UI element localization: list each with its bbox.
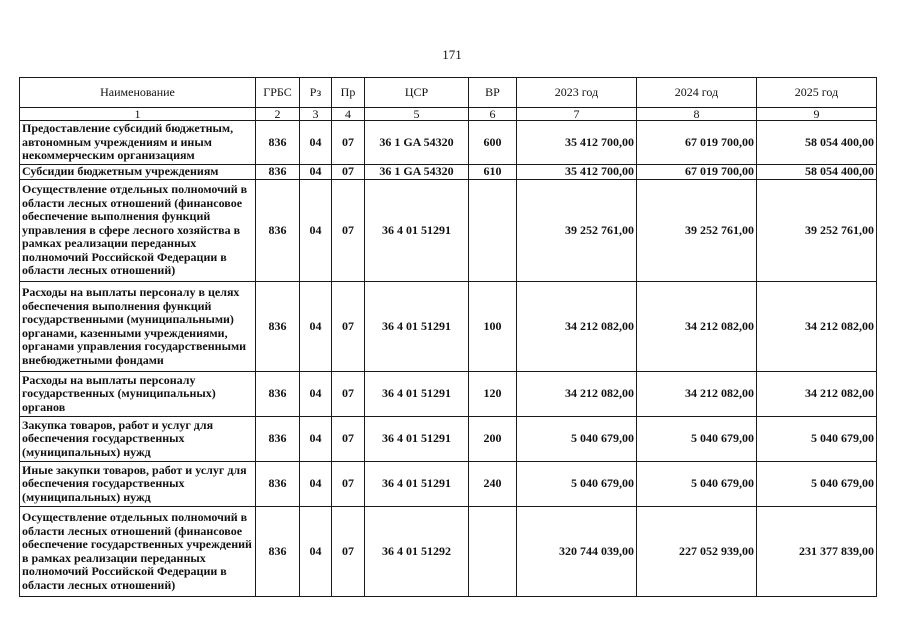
column-number-row [20, 108, 877, 121]
row-pr: 07 [332, 462, 365, 507]
row-vr: 610 [469, 165, 517, 180]
row-name: Предоставление субсидий бюджетным, автономным учреждениям и иным некоммерческим организациям [20, 121, 256, 165]
row-vr: 200 [469, 417, 517, 462]
row-csr: 36 4 01 51291 [365, 462, 469, 507]
row-grbs: 836 [256, 180, 300, 282]
column-number: 5 [365, 108, 469, 121]
row-name: Осуществление отдельных полномочий в области лесных отношений (финансовое обеспечение государственных учреждений в рамках реализации переданных полномочий Российской Федерации в области лесных отношений) [20, 507, 256, 597]
row-pr: 07 [332, 372, 365, 417]
table-row [20, 372, 877, 417]
row-vr: 120 [469, 372, 517, 417]
row-rz: 04 [300, 282, 332, 372]
row-csr: 36 4 01 51292 [365, 507, 469, 597]
row-sum-2023: 34 212 082,00 [517, 282, 637, 372]
row-sum-2023: 35 412 700,00 [517, 121, 637, 165]
column-number: 2 [256, 108, 300, 121]
row-pr: 07 [332, 180, 365, 282]
column-number: 1 [20, 108, 256, 121]
row-sum-2023: 35 412 700,00 [517, 165, 637, 180]
row-sum-2024: 34 212 082,00 [637, 372, 757, 417]
row-sum-2025: 39 252 761,00 [757, 180, 877, 282]
row-sum-2025: 58 054 400,00 [757, 165, 877, 180]
header-2025: 2025 год [757, 78, 877, 108]
row-rz: 04 [300, 507, 332, 597]
table-row [20, 507, 877, 597]
row-csr: 36 1 GA 54320 [365, 121, 469, 165]
table-row [20, 165, 877, 180]
row-rz: 04 [300, 165, 332, 180]
table-row [20, 462, 877, 507]
row-sum-2025: 5 040 679,00 [757, 462, 877, 507]
row-grbs: 836 [256, 121, 300, 165]
row-name: Расходы на выплаты персоналу в целях обеспечения выполнения функций государственными (муниципальными) органами, казенными учреждениями, органами управления государственными внебюджетными фондами [20, 282, 256, 372]
row-csr: 36 4 01 51291 [365, 417, 469, 462]
row-rz: 04 [300, 180, 332, 282]
row-sum-2024: 34 212 082,00 [637, 282, 757, 372]
column-number: 7 [517, 108, 637, 121]
row-rz: 04 [300, 417, 332, 462]
row-sum-2024: 67 019 700,00 [637, 165, 757, 180]
row-sum-2024: 67 019 700,00 [637, 121, 757, 165]
row-sum-2025: 5 040 679,00 [757, 417, 877, 462]
row-sum-2023: 320 744 039,00 [517, 507, 637, 597]
table-row [20, 282, 877, 372]
row-csr: 36 4 01 51291 [365, 372, 469, 417]
row-sum-2025: 231 377 839,00 [757, 507, 877, 597]
row-vr: 100 [469, 282, 517, 372]
row-pr: 07 [332, 417, 365, 462]
row-sum-2024: 227 052 939,00 [637, 507, 757, 597]
row-grbs: 836 [256, 417, 300, 462]
table-row [20, 121, 877, 165]
header-csr: ЦСР [365, 78, 469, 108]
row-grbs: 836 [256, 372, 300, 417]
row-grbs: 836 [256, 462, 300, 507]
row-csr: 36 1 GA 54320 [365, 165, 469, 180]
page-number: 171 [442, 47, 462, 62]
row-pr: 07 [332, 507, 365, 597]
row-sum-2024: 5 040 679,00 [637, 462, 757, 507]
header-2024: 2024 год [637, 78, 757, 108]
row-sum-2023: 5 040 679,00 [517, 417, 637, 462]
row-sum-2023: 5 040 679,00 [517, 462, 637, 507]
row-grbs: 836 [256, 282, 300, 372]
row-vr: 240 [469, 462, 517, 507]
column-number: 8 [637, 108, 757, 121]
row-sum-2023: 34 212 082,00 [517, 372, 637, 417]
header-grbs: ГРБС [256, 78, 300, 108]
row-sum-2023: 39 252 761,00 [517, 180, 637, 282]
header-2023: 2023 год [517, 78, 637, 108]
row-vr [469, 180, 517, 282]
header-vr: ВР [469, 78, 517, 108]
row-name: Субсидии бюджетным учреждениям [20, 165, 256, 180]
row-grbs: 836 [256, 507, 300, 597]
row-name: Закупка товаров, работ и услуг для обеспечения государственных (муниципальных) нужд [20, 417, 256, 462]
row-csr: 36 4 01 51291 [365, 282, 469, 372]
column-number: 4 [332, 108, 365, 121]
header-rz: Рз [300, 78, 332, 108]
row-sum-2025: 34 212 082,00 [757, 372, 877, 417]
row-grbs: 836 [256, 165, 300, 180]
row-sum-2025: 58 054 400,00 [757, 121, 877, 165]
row-csr: 36 4 01 51291 [365, 180, 469, 282]
row-pr: 07 [332, 165, 365, 180]
column-number: 9 [757, 108, 877, 121]
row-sum-2024: 5 040 679,00 [637, 417, 757, 462]
row-name: Расходы на выплаты персоналу государственных (муниципальных) органов [20, 372, 256, 417]
row-name: Иные закупки товаров, работ и услуг для обеспечения государственных (муниципальных) нужд [20, 462, 256, 507]
row-rz: 04 [300, 462, 332, 507]
table-row [20, 180, 877, 282]
row-name: Осуществление отдельных полномочий в области лесных отношений (финансовое обеспечение выполнения функций управления в сфере лесного хозяйства в рамках реализации переданных полномочий Российской Федерации в области лесных отношений) [20, 180, 256, 282]
column-number: 6 [469, 108, 517, 121]
row-pr: 07 [332, 282, 365, 372]
row-rz: 04 [300, 121, 332, 165]
header-pr: Пр [332, 78, 365, 108]
row-pr: 07 [332, 121, 365, 165]
row-vr [469, 507, 517, 597]
header-name: Наименование [20, 78, 256, 108]
table-row [20, 417, 877, 462]
column-number: 3 [300, 108, 332, 121]
row-sum-2024: 39 252 761,00 [637, 180, 757, 282]
row-rz: 04 [300, 372, 332, 417]
header-row [20, 78, 877, 108]
row-vr: 600 [469, 121, 517, 165]
budget-table [19, 77, 877, 597]
row-sum-2025: 34 212 082,00 [757, 282, 877, 372]
